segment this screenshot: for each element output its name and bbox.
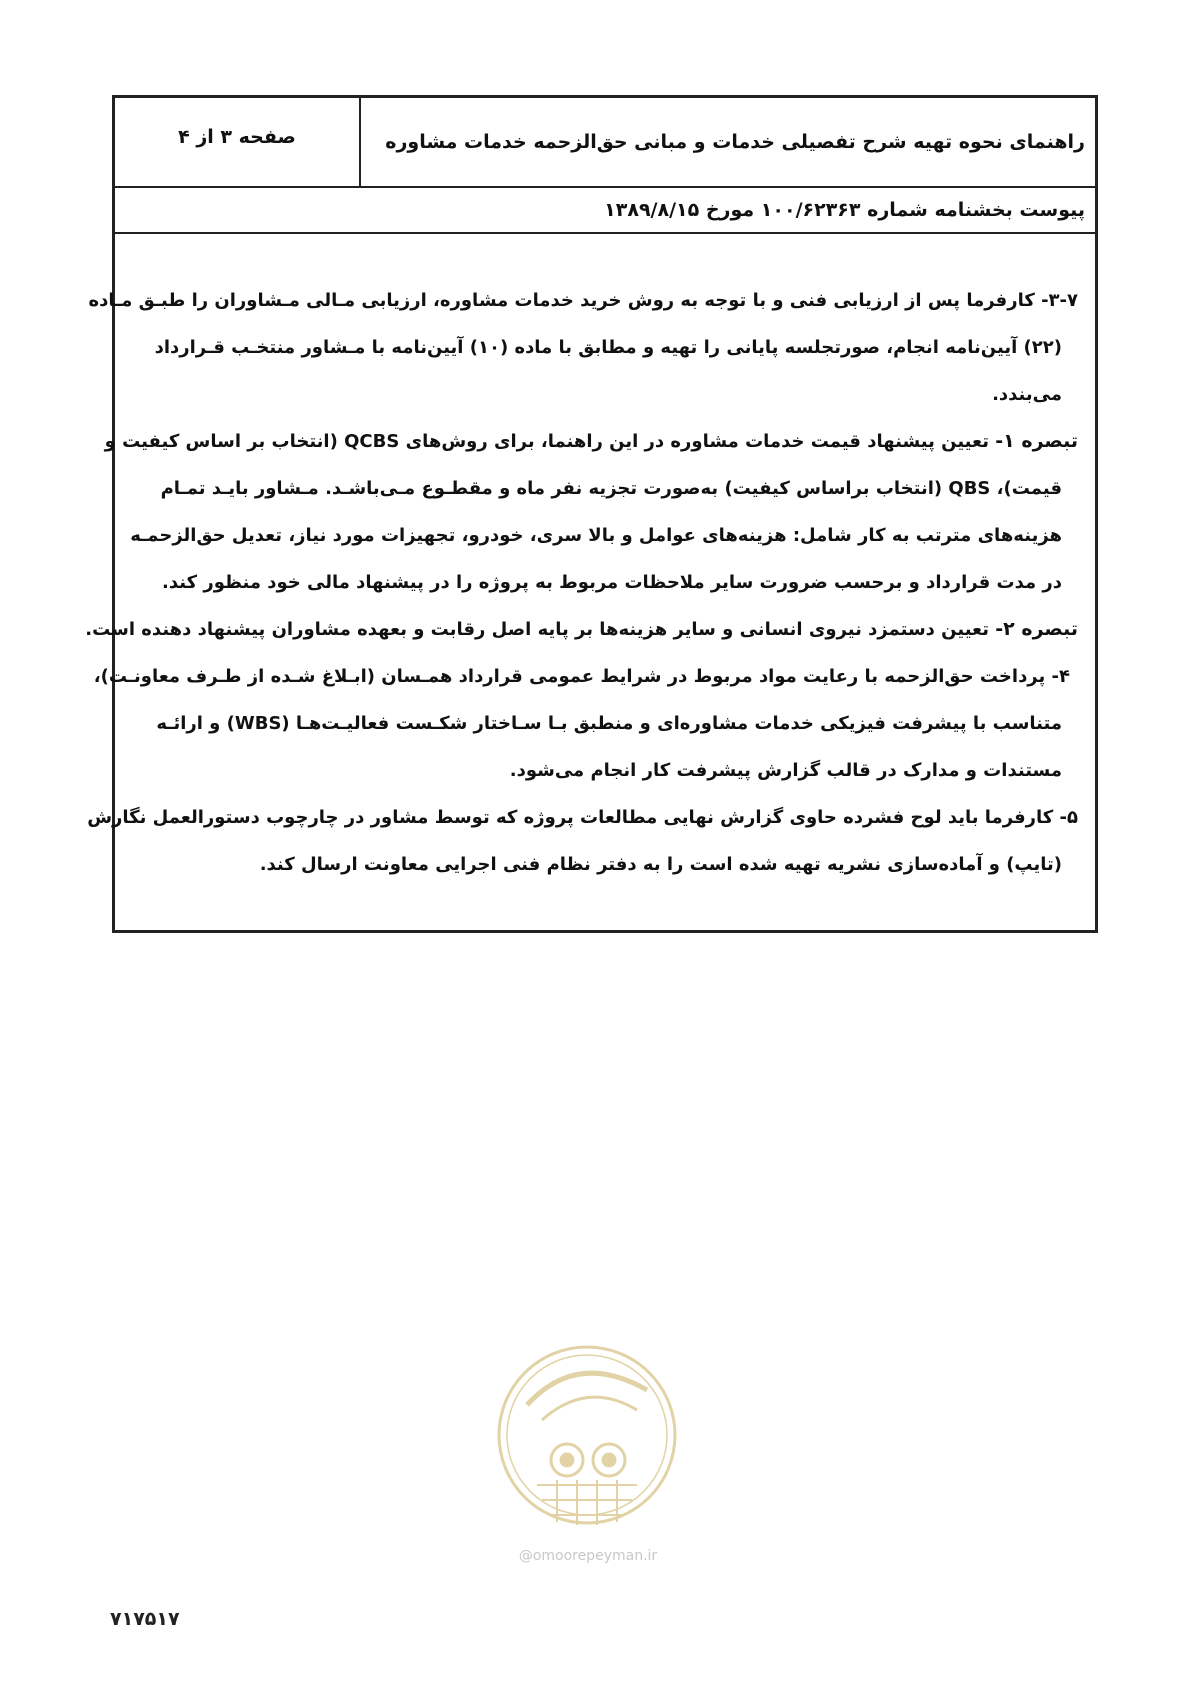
text-line: مستندات و مدارک در قالب گزارش پیشرفت کار انجام می‌شود. <box>509 760 1062 781</box>
text-line: قیمت)، QBS (انتخاب براساس کیفیت) به‌صورت تجزیه نفر ماه و مقطـوع مـی‌باشـد. مـشاور بایـد تمـام <box>160 478 1062 499</box>
note-2-label: تبصره ۲- <box>995 618 1078 640</box>
text-line: در مدت قرارداد و برحسب ضرورت سایر ملاحظات مربوط به پروژه را در پیشنهاد مالی خود منظور کند. <box>162 572 1062 593</box>
text-line: هزینه‌های مترتب به کار شامل: هزینه‌های عوامل و بالا سری، خودرو، تجهیزات مورد نیاز، تعدیل حق‌الزحمـه <box>130 525 1062 546</box>
paragraph-item-5 <box>87 794 1078 888</box>
text-line: می‌بندد. <box>992 384 1062 405</box>
text-line: ۳-۷- کارفرما پس از ارزیابی فنی و با توجه به روش خرید خدمات مشاوره، ارزیابی مـالی مـشاوران را طبـق مـاده <box>88 290 1078 311</box>
text-line: (۲۲) آیین‌نامه انجام، صورتجلسه پایانی را تهیه و مطابق با ماده (۱۰) آیین‌نامه با مـشاور منتخـب قـرارداد <box>154 337 1062 358</box>
text-line: ۴- پرداخت حق‌الزحمه با رعایت مواد مربوط در شرایط عمومی قرارداد همـسان (ابـلاغ شـده از طـرف معاونـت)، <box>93 666 1070 687</box>
document-body <box>85 277 1078 888</box>
text-line: (تایپ) و آماده‌سازی نشریه تهیه شده است را به دفتر نظام فنی اجرایی معاونت ارسال کند. <box>259 854 1062 875</box>
text-line: ۵- کارفرما باید لوح فشرده حاوی گزارش نهایی مطالعات پروژه که توسط مشاور در چارچوب دستورالعمل نگارش <box>87 807 1078 828</box>
text-line <box>85 606 1078 653</box>
page-indicator: صفحه ۳ از ۴ <box>178 126 296 148</box>
watermark-text: @omoorepeyman.ir <box>518 1548 658 1564</box>
paragraph-item-3-7 <box>88 277 1078 418</box>
note-1-label: تبصره ۱- <box>995 430 1078 452</box>
header-row <box>115 98 1095 188</box>
text-line <box>104 418 1078 465</box>
note-2-text: تعیین دستمزد نیروی انسانی و سایر هزینه‌ها بر پایه اصل رقابت و بعهده مشاوران پیشنهاد دهنده است. <box>85 619 996 640</box>
attachment-line: پیوست بخشنامه شماره ۱۰۰/۶۲۳۶۳ مورخ ۱۳۸۹/۸/۱۵ <box>115 188 1095 234</box>
paragraph-note-2 <box>85 606 1078 653</box>
watermark-logo-icon <box>487 1310 687 1560</box>
document-title: راهنمای نحوه تهیه شرح تفصیلی خدمات و مبانی حق‌الزحمه خدمات مشاوره <box>359 98 1095 186</box>
note-1-text: تعیین پیشنهاد قیمت خدمات مشاوره در این راهنما، برای روش‌های QCBS (انتخاب بر اساس کیفیت و <box>104 431 996 452</box>
paragraph-item-4 <box>93 653 1078 794</box>
page-code: ۷۱۷۵۱۷ <box>110 1608 180 1630</box>
paragraph-note-1 <box>104 418 1078 606</box>
text-line: متناسب با پیشرفت فیزیکی خدمات مشاوره‌ای و منطبق بـا سـاختار شکـست فعالیـت‌هـا (WBS) و ارائـه <box>156 713 1062 734</box>
